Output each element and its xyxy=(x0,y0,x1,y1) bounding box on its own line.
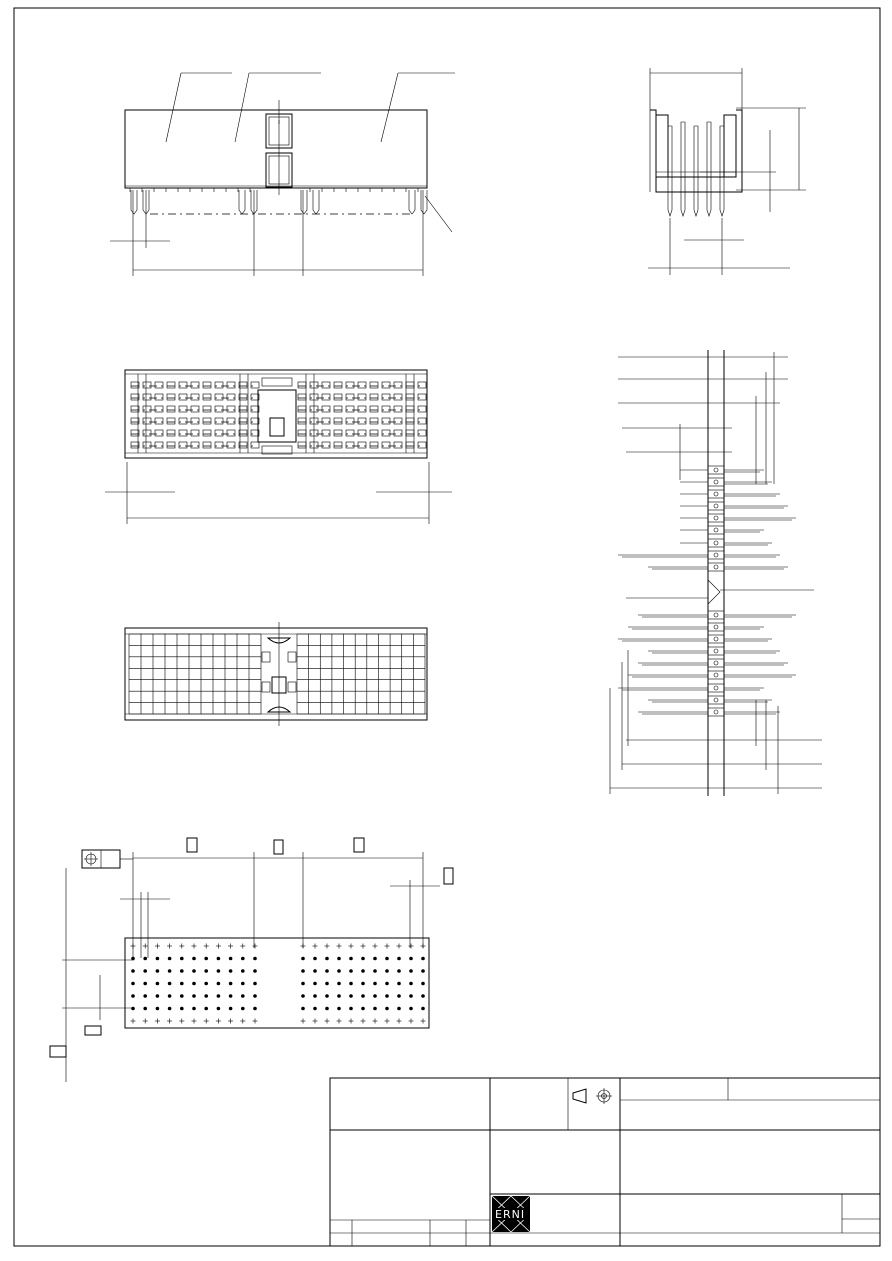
projection-symbol xyxy=(573,1088,612,1104)
position-tolerance-icon xyxy=(84,852,98,866)
title-block xyxy=(330,1078,880,1246)
bottom-view xyxy=(125,622,427,726)
section-view xyxy=(610,350,822,796)
logo-text: ERNI xyxy=(495,1208,526,1221)
side-view xyxy=(648,68,806,275)
front-view xyxy=(110,73,455,276)
top-view xyxy=(105,370,452,524)
pcb-layout-view xyxy=(50,838,453,1082)
company-logo xyxy=(492,1196,530,1232)
